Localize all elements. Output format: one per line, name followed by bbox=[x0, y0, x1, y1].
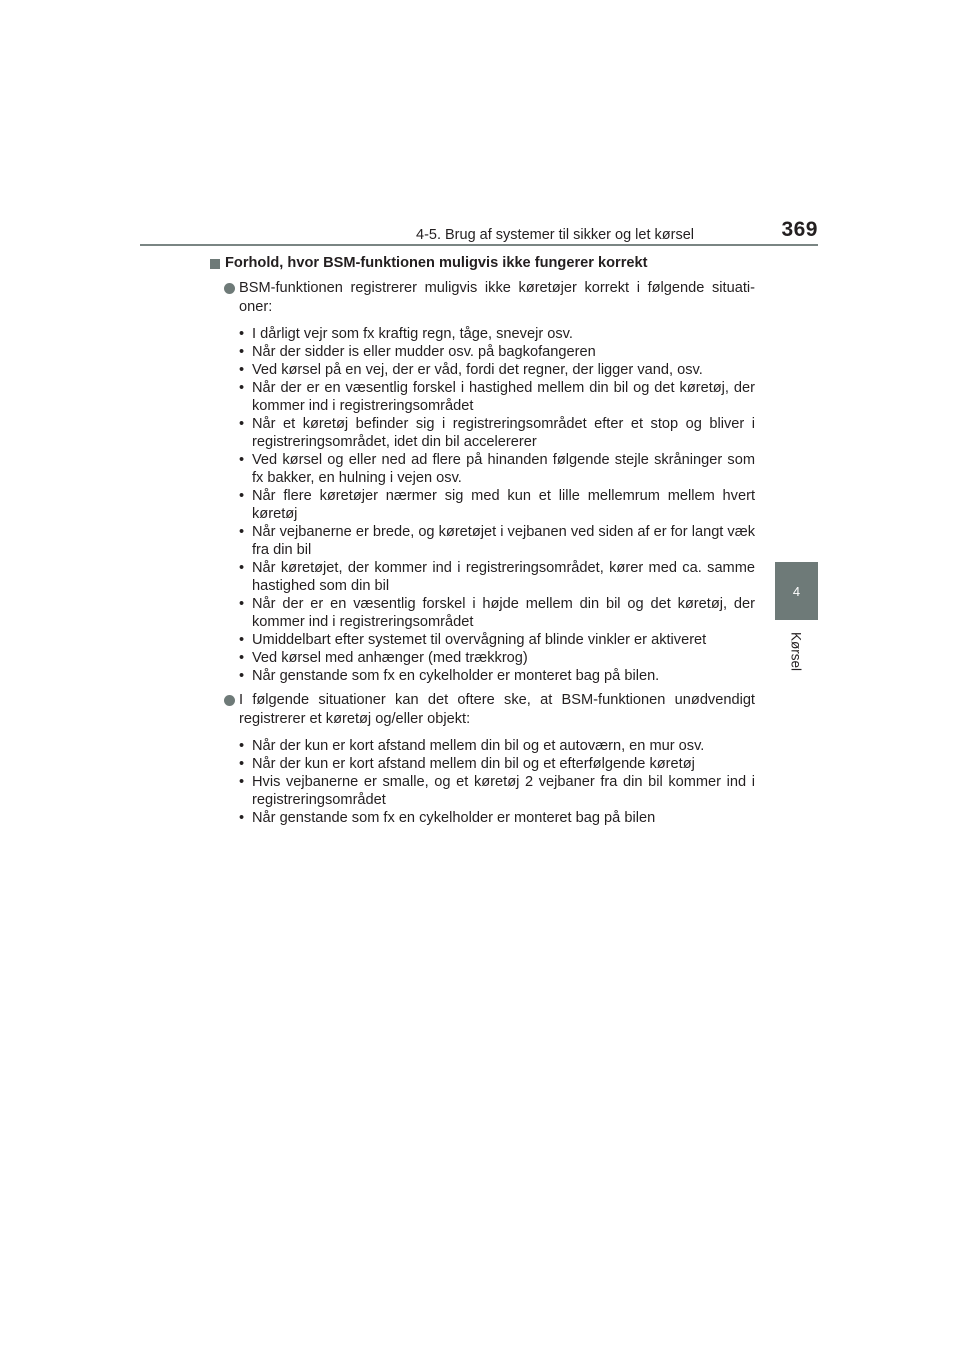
list-item: • Umiddelbart efter systemet til overvågning af blinde vinkler er aktiveret bbox=[239, 631, 755, 649]
list-item: • Når der kun er kort afstand mellem din bil og et efterfølgende køretøj bbox=[239, 755, 755, 773]
list-item: • Når der er en væsentlig forskel i højde mellem din bil og det køretøj, der kommer ind i registreringsområdet bbox=[239, 595, 755, 631]
section-heading bbox=[210, 254, 755, 273]
bullet-list bbox=[210, 325, 755, 685]
list-item: • Når der kun er kort afstand mellem din bil og et autoværn, en mur osv. bbox=[239, 737, 755, 755]
list-item: • Når et køretøj befinder sig i registreringsområdet efter et stop og bliver i registreringsområdet, idet din bil accelererer bbox=[239, 415, 755, 451]
condition-paragraph bbox=[210, 691, 755, 729]
list-item: • Ved kørsel med anhænger (med trækkrog) bbox=[239, 649, 755, 667]
list-item: • Når genstande som fx en cykelholder er monteret bag på bilen. bbox=[239, 667, 755, 685]
bullet-list bbox=[210, 737, 755, 827]
section-reference: 4-5. Brug af systemer til sikker og let kørsel bbox=[416, 227, 694, 243]
list-item: • Når genstande som fx en cykelholder er monteret bag på bilen bbox=[239, 809, 755, 827]
section-heading-text: Forhold, hvor BSM-funktionen muligvis ikke fungerer korrekt bbox=[225, 255, 648, 271]
condition-paragraph bbox=[210, 279, 755, 317]
list-item: • Når der sidder is eller mudder osv. på bagkofangeren bbox=[239, 343, 755, 361]
page-number: 369 bbox=[781, 218, 818, 241]
list-item: • Når køretøjet, der kommer ind i registreringsområdet, kører med ca. samme hastighed som din bil bbox=[239, 559, 755, 595]
square-bullet-icon bbox=[210, 259, 220, 269]
chapter-tab bbox=[775, 562, 818, 620]
chapter-title: Kørsel bbox=[788, 632, 804, 672]
circle-bullet-icon bbox=[224, 283, 235, 294]
list-item: • Hvis vejbanerne er smalle, og et køretøj 2 vejbaner fra din bil kommer ind i registreringsområdet bbox=[239, 773, 755, 809]
list-item: • Når vejbanerne er brede, og køretøjet i vejbanen ved siden af er for langt væk fra din bil bbox=[239, 523, 755, 559]
chapter-number: 4 bbox=[792, 583, 801, 599]
paragraph-text: I følgende situationer kan det oftere ske, at BSM-funktionen unødvendigt registrerer et køretøj og/eller objekt: bbox=[239, 692, 755, 727]
list-item: • I dårligt vejr som fx kraftig regn, tåge, snevejr osv. bbox=[239, 325, 755, 343]
page-header bbox=[140, 0, 818, 246]
header-rule bbox=[140, 244, 818, 246]
list-item: • Ved kørsel på en vej, der er våd, fordi det regner, der ligger vand, osv. bbox=[239, 361, 755, 379]
paragraph-text: BSM-funktionen registrerer muligvis ikke køretøjer korrekt i følgende situati-oner: bbox=[239, 280, 755, 315]
circle-bullet-icon bbox=[224, 695, 235, 706]
page-content bbox=[210, 254, 755, 827]
list-item: • Når flere køretøjer nærmer sig med kun et lille mellemrum mellem hvert køretøj bbox=[239, 487, 755, 523]
list-item: • Når der er en væsentlig forskel i hastighed mellem din bil og det køretøj, der kommer ind i registreringsområdet bbox=[239, 379, 755, 415]
list-item: • Ved kørsel og eller ned ad flere på hinanden følgende stejle skråninger som fx bakker, en hulning i vejen osv. bbox=[239, 451, 755, 487]
